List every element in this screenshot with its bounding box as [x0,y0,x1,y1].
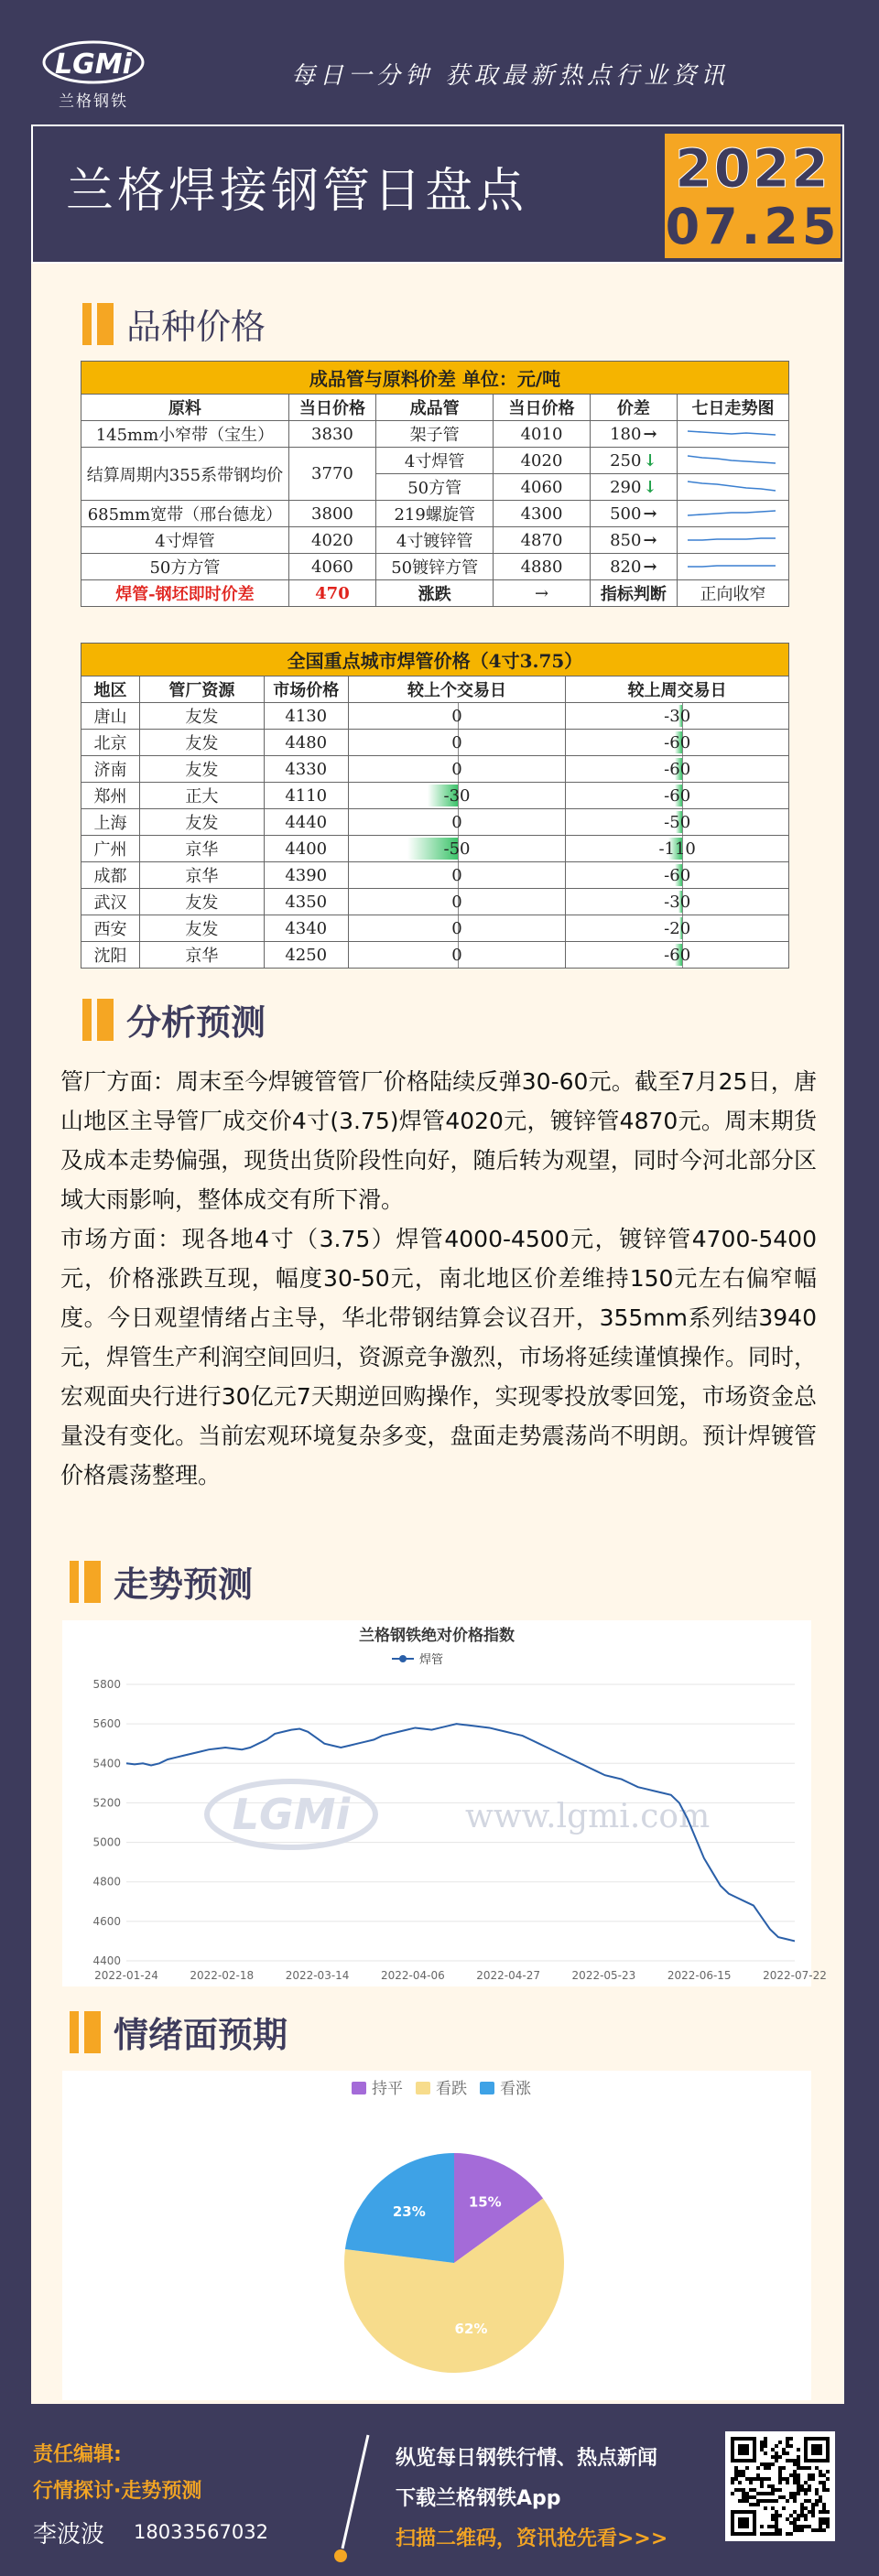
spread-value: 850 [610,530,642,550]
raw-material: 685mm宽带（邢台德龙） [81,501,289,527]
qr-code[interactable] [725,2431,835,2541]
y-tick-label: 5800 [92,1678,121,1691]
trend-arrow: → [643,530,657,550]
change-bar-cell [566,730,789,756]
change-bar-cell [566,889,789,915]
trend-arrow: → [643,503,657,524]
city-table-header: 较上个交易日 [348,676,566,703]
legend-label: 看跌 [436,2080,467,2098]
slogan: 每日一分钟 获取最新热点行业资讯 [291,62,730,90]
pie-chart-svg [62,2071,811,2400]
section-title-analysis: 分析预测 [126,1002,266,1043]
spread-cell [590,527,677,554]
city-table-title: 全国重点城市焊管价格（4寸3.75） [81,644,789,676]
change-bar-cell [566,836,789,862]
x-tick-label: 2022-01-24 [94,1969,158,1982]
pie-slice-label: 62% [454,2321,488,2338]
spread-cell [590,474,677,501]
spread-table-row [81,448,789,474]
change-value: -110 [658,839,696,859]
change-value: -60 [664,945,691,965]
product-price: 4010 [494,421,590,448]
market-price: 4390 [264,862,348,889]
product: 50方管 [376,474,494,501]
spread-value: 250 [610,450,642,471]
city-price-table [81,643,789,969]
editor-phone: 18033567032 [134,2521,268,2543]
spread-table [81,361,789,607]
date-year: 2022 [675,137,830,200]
change-value: -60 [664,759,691,779]
change-value: 0 [451,706,462,726]
sparkline [682,505,783,522]
spread-value: 290 [610,477,642,497]
raw-price: 4060 [288,554,375,580]
section-bar [82,999,92,1041]
y-tick-label: 4600 [92,1914,121,1928]
mill: 友发 [139,730,264,756]
legend-swatch [352,2082,366,2094]
legend-marker [399,1655,407,1662]
change-value: -50 [664,812,691,832]
city: 沈阳 [81,942,140,969]
change-value: -20 [664,918,691,938]
sentiment-pie-chart [62,2071,811,2400]
analysis-text [60,1062,817,1495]
x-tick-label: 2022-03-14 [285,1969,350,1982]
city-table-row [81,730,789,756]
section-bar [70,2011,79,2053]
qr-code-pattern [731,2437,830,2536]
raw-material: 结算周期内355系带钢均价 [81,448,289,501]
section-title-sentiment: 情绪面预期 [114,2015,288,2055]
y-tick-label: 4800 [92,1875,121,1889]
x-tick-label: 2022-07-22 [763,1969,827,1982]
raw-price: 3770 [288,448,375,501]
product-price: 4300 [494,501,590,527]
sparkline-cell [677,448,788,474]
mill: 京华 [139,862,264,889]
spread-cell [590,501,677,527]
change-bar-cell [566,915,789,942]
y-tick-label: 5000 [92,1835,121,1849]
change-bar-cell [348,809,566,836]
sparkline-cell [677,501,788,527]
section-header-sentiment [70,2007,288,2057]
mill: 友发 [139,889,264,915]
legend-label: 看涨 [500,2080,531,2098]
editor-desc: 行情探讨·走势预测 [33,2480,202,2503]
x-tick-label: 2022-04-27 [476,1969,541,1982]
mill: 友发 [139,756,264,783]
legend-label: 持平 [372,2080,403,2098]
section-header-trend [70,1556,253,1607]
section-header-analysis [82,994,266,1044]
logo-wordmark: LGMi [55,49,132,81]
mill: 正大 [139,783,264,809]
y-tick-label: 5600 [92,1717,121,1731]
raw-price: 4020 [288,527,375,554]
city-table-row [81,942,789,969]
change-bar-cell [348,862,566,889]
mill: 京华 [139,942,264,969]
city: 西安 [81,915,140,942]
change-value: 0 [451,945,462,965]
city-table-row [81,809,789,836]
city: 广州 [81,836,140,862]
city-table-header: 地区 [81,676,140,703]
city: 济南 [81,756,140,783]
city-table-row [81,703,789,730]
mill: 友发 [139,809,264,836]
city: 郑州 [81,783,140,809]
spread-table-header: 当日价格 [288,395,375,421]
trend-arrow: ↓ [643,450,657,471]
spread-table-header: 当日价格 [494,395,590,421]
city-table-row [81,862,789,889]
trend-arrow: → [643,424,657,444]
raw-price: 3830 [288,421,375,448]
x-tick-label: 2022-05-23 [571,1969,636,1982]
change-value: -30 [443,785,471,806]
x-tick-label: 2022-02-18 [190,1969,255,1982]
x-tick-label: 2022-04-06 [380,1969,445,1982]
sparkline-cell [677,474,788,501]
change-value: -50 [443,839,471,859]
market-price: 4110 [264,783,348,809]
billet-spread-value: 470 [288,580,375,607]
section-bar [70,1561,79,1603]
change-bar-cell [566,942,789,969]
legend-swatch [416,2082,430,2094]
billet-spread-label: 焊管-钢坯即时价差 [81,580,289,607]
spread-table-row [81,554,789,580]
change-bar-cell [566,862,789,889]
spread-value: 820 [610,557,642,577]
change-bar-cell [348,889,566,915]
change-value: → [494,580,590,607]
city-table-header: 管厂资源 [139,676,264,703]
section-bar [97,303,114,345]
analysis-paragraph-market: 市场方面：现各地4寸（3.75）焊管4000-4500元，镀锌管4700-5400元，价格涨跌互现，幅度30-50元，南北地区价差维持150元左右偏窄幅度。今日观望情绪占主导，华北带钢结算会议召开，355mm系列结3940元，焊管生产利润空间回归，资源竞争激烈，市场将延续谨慎操作。同时，宏观面央行进行30亿元7天期逆回购操作，实现零投放零回笼，市场资金总量没有变化。当前宏观环境复杂多变，盘面走势震荡尚不明朗。预计焊镀管价格震荡整理。 [60,1226,817,1488]
spread-table-header: 价差 [590,395,677,421]
app-promo-line3: 扫描二维码，资讯抢先看>>> [396,2527,668,2550]
legend-label: 焊管 [419,1653,444,1667]
change-value: 0 [451,865,462,885]
change-bar-cell [348,836,566,862]
section-title-price: 品种价格 [126,307,266,347]
change-bar-cell [566,809,789,836]
sparkline-cell [677,554,788,580]
city: 成都 [81,862,140,889]
raw-material: 145mm小窄带（宝生） [81,421,289,448]
city: 上海 [81,809,140,836]
city: 唐山 [81,703,140,730]
spread-table-row [81,501,789,527]
product-price: 4020 [494,448,590,474]
change-value: -30 [664,892,691,912]
spread-table-title: 成品管与原料价差 单位：元/吨 [81,362,789,395]
change-bar-cell [348,730,566,756]
price-index-chart [62,1620,827,1986]
city: 北京 [81,730,140,756]
x-tick-label: 2022-06-15 [667,1969,732,1982]
product-price: 4880 [494,554,590,580]
raw-material: 4寸焊管 [81,527,289,554]
product: 架子管 [376,421,494,448]
section-bar [97,999,114,1041]
market-price: 4330 [264,756,348,783]
section-bar [82,303,92,345]
city-table-row [81,889,789,915]
mill: 京华 [139,836,264,862]
spread-table-header: 成品管 [376,395,494,421]
y-tick-label: 5200 [92,1796,121,1810]
sparkline [682,452,783,469]
mill: 友发 [139,703,264,730]
market-price: 4350 [264,889,348,915]
city-table-header: 较上周交易日 [566,676,789,703]
change-bar-cell [566,703,789,730]
trend-arrow: ↓ [643,477,657,497]
city-table-row [81,783,789,809]
city-table-row [81,915,789,942]
change-value: 0 [451,918,462,938]
raw-price: 3800 [288,501,375,527]
market-price: 4400 [264,836,348,862]
product-price: 4870 [494,527,590,554]
city-table-header: 市场价格 [264,676,348,703]
sparkline-cell [677,421,788,448]
spread-cell [590,421,677,448]
change-bar-cell [566,756,789,783]
market-price: 4440 [264,809,348,836]
change-value: 0 [451,732,462,752]
change-label: 涨跌 [376,580,494,607]
section-bar [84,2011,101,2053]
spread-table-header: 原料 [81,395,289,421]
change-value: 0 [451,759,462,779]
change-value: -30 [664,706,691,726]
change-value: 0 [451,812,462,832]
page-title: 兰格焊接钢管日盘点 [66,164,528,219]
y-tick-label: 4400 [92,1954,121,1967]
mill: 友发 [139,915,264,942]
analysis-paragraph-mill: 管厂方面：周末至今焊镀管管厂价格陆续反弹30-60元。截至7月25日，唐山地区主导管厂成交价4寸(3.75)焊管4020元，镀锌管4870元。周末期货及成本走势偏强，现货出货阶段性向好，随后转为观望，同时今河北部分区域大雨影响，整体成交有所下滑。 [60,1068,817,1213]
market-price: 4340 [264,915,348,942]
change-bar-cell [566,783,789,809]
spread-value: 180 [610,424,642,444]
indicator-label: 指标判断 [590,580,677,607]
y-tick-label: 5400 [92,1757,121,1770]
sparkline [682,426,783,442]
change-bar-cell [348,756,566,783]
market-price: 4480 [264,730,348,756]
pen-icon [326,2431,381,2569]
section-title-trend: 走势预测 [114,1564,254,1605]
market-price: 4130 [264,703,348,730]
app-promo-line1: 纵览每日钢铁行情、热点新闻 [396,2447,658,2470]
sparkline [682,532,783,548]
sparkline-cell [677,527,788,554]
section-bar [84,1561,101,1603]
change-value: -60 [664,865,691,885]
logo-caption: 兰格钢铁 [59,92,128,111]
indicator-value: 正向收窄 [677,580,788,607]
pie-slice-label: 15% [468,2193,502,2211]
spread-table-row [81,421,789,448]
sparkline [682,479,783,495]
city-table-row [81,836,789,862]
spread-cell [590,554,677,580]
watermark-url: www.lgmi.com [465,1798,711,1835]
product: 4寸焊管 [376,448,494,474]
change-value: -60 [664,785,691,806]
product-price: 4060 [494,474,590,501]
line-chart-svg [62,1620,827,1986]
market-price: 4250 [264,942,348,969]
change-value: -60 [664,732,691,752]
trend-arrow: → [643,557,657,577]
change-bar-cell [348,942,566,969]
app-promo-line2: 下载兰格钢铁App [396,2487,561,2510]
change-bar-cell [348,915,566,942]
spread-table-header: 七日走势图 [677,395,788,421]
change-bar-cell [348,783,566,809]
product: 219螺旋管 [376,501,494,527]
spread-cell [590,448,677,474]
section-header-price [82,298,266,349]
change-bar-cell [348,703,566,730]
legend-swatch [480,2082,494,2094]
city: 武汉 [81,889,140,915]
editor-name: 李波波 [33,2521,105,2549]
product: 4寸镀锌管 [376,527,494,554]
change-value: 0 [451,892,462,912]
spread-table-row [81,527,789,554]
editor-label: 责任编辑: [33,2443,122,2466]
sparkline [682,558,783,575]
watermark-logo-text: LGMi [232,1790,351,1839]
product: 50镀锌方管 [376,554,494,580]
spread-value: 500 [610,503,642,524]
city-table-row [81,756,789,783]
raw-material: 50方方管 [81,554,289,580]
chart-title: 兰格钢铁绝对价格指数 [359,1627,515,1645]
pie-slice-label: 23% [392,2203,426,2221]
date-day: 07.25 [665,198,841,255]
